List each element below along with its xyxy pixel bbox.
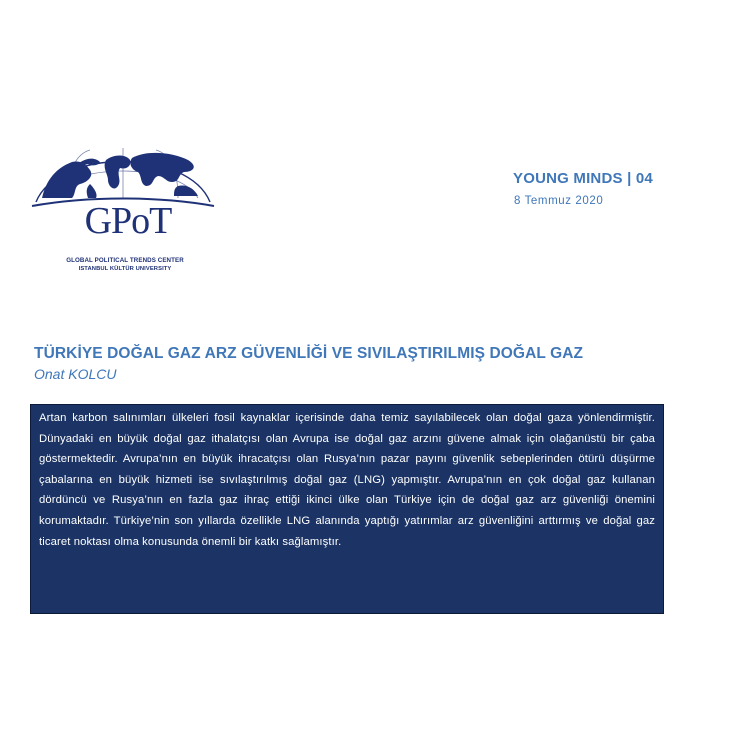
series-label: YOUNG MINDS | 04: [513, 170, 653, 187]
abstract-text: Artan karbon salınımları ülkeleri fosil kaynaklar içerisinde daha temiz sayılabilecek olan doğal gaza yönlendirmiştir. Dünyadaki en büyük doğal gaz ithalatçısı olan Avrupa ise doğal gaz arzını güvene almak için olağanüstü bir çaba göstermektedir. Avrupa’nın en büyük ihracatçısı olan Rusya’nın pazar payını güvenlik sebeplerinden ötürü düşürme çabalarına en büyük hizmeti ise sıvılaştırılmış doğal gaz (LNG) yapmıştır. Avrupa’nın en çok doğal gaz kullanan dördüncü ve Rusya’nın en fazla gaz ihraç ettiği ikinci ülke olan Türkiye için de doğal gaz arz güvenliği önemini korumaktadır. Türkiye’nin son yıllarda özellikle LNG alanında yaptığı yatırımlar arz güvenliğini arttırmış ve doğal gaz ticaret noktası olma konusunda önemli bir katkı sağlamıştır.: [39, 412, 655, 548]
logo-wordmark: GPoT: [84, 200, 172, 242]
logo-subtitle-center: GLOBAL POLITICAL TRENDS CENTER: [66, 257, 184, 264]
abstract-box: [30, 404, 664, 614]
article-author: Onat KOLCU: [34, 366, 117, 382]
article-title: TÜRKİYE DOĞAL GAZ ARZ GÜVENLİĞİ VE SIVILAŞTIRILMIŞ DOĞAL GAZ: [34, 345, 584, 362]
publication-date: 8 Temmuz 2020: [514, 195, 604, 207]
logo-subtitle-university: ISTANBUL KÜLTÜR UNIVERSITY: [78, 266, 172, 272]
